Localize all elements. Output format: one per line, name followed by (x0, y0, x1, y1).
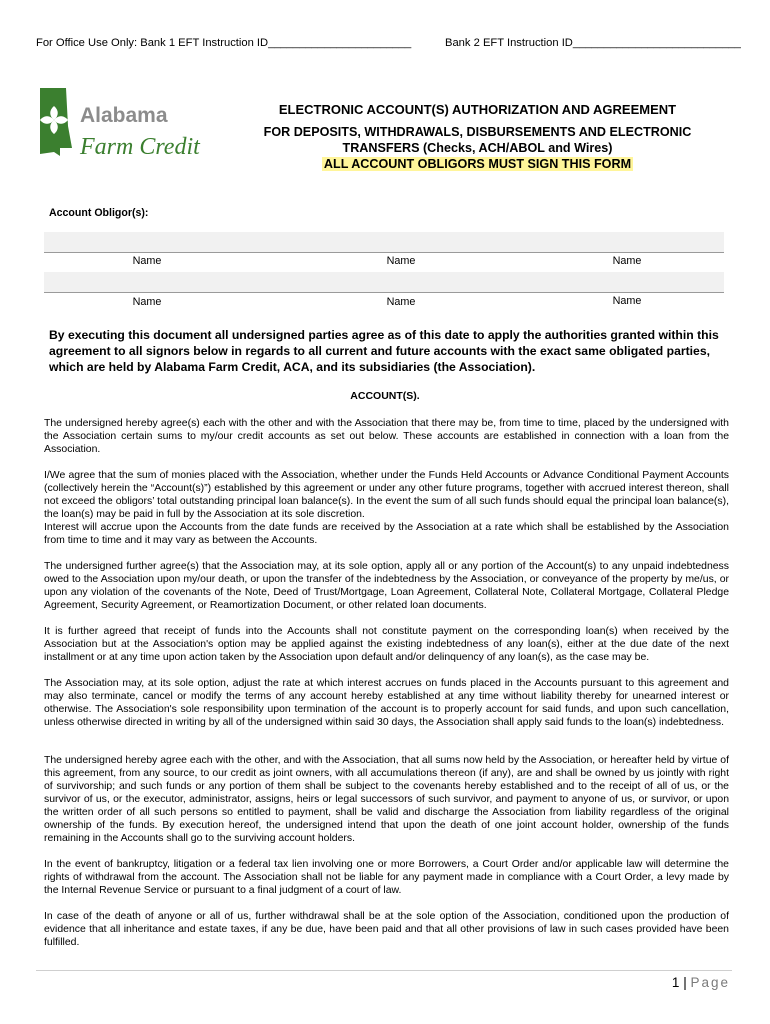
obligor-entry-row-2[interactable] (44, 272, 724, 292)
paragraph-4: The undersigned further agree(s) that the Association may, at its sole option, apply all or any portion of the Account(s) to any unpaid indebtedness owed to the Association upon my/our death, or upon the transfer of the indebtedness by the Association, or conveyance of the property by me/us, or upon any violation of the covenants of the Note, Deed of Trust/Mortgage, Loan Agreement, Collateral Note, Collateral Mortgage, Collateral Pledge Agreement, Security Agreement, or Reamortization Document, or other related loan documents. (44, 561, 729, 611)
name-label: Name (132, 296, 162, 308)
paragraph-3: Interest will accrue upon the Accounts from the date funds are received by the Association at a rate which shall be established by the Association from time to time and it may vary as between the Accounts. (44, 522, 729, 546)
paragraph-7: The undersigned hereby agree each with the other, and with the Association, that all sums now held by the Association, or hereafter held by virtue of this agreement, from any source, to our credit as joint owners, with all accumulations thereon (if any), are and shall be owned by us jointly with right of survivorship; and such funds or any portion of them shall be subject to the covenants hereby established and to the receipt of all of us, or the survivor of us, or the executor, administrator, assigns, heirs or legal successors of such survivor, and payment to anyone of us, or survivor, or upon the written order of all such persons so entitled to payment, shall be valid and discharge the Association from liability regardless of the original ownership of the funds. By execution hereof, the undersigned intend that upon the death of one joint account holder, ownership of the funds remaining in the Accounts shall go to the surviving account holders. (44, 755, 729, 844)
account-obligors-label: Account Obligor(s): (49, 207, 149, 219)
footer-divider (36, 970, 732, 971)
title-line-1: ELECTRONIC ACCOUNT(S) AUTHORIZATION AND AGREEMENT (278, 102, 677, 117)
bank1-eft-field[interactable]: For Office Use Only: Bank 1 EFT Instruction ID_______________________ (36, 37, 412, 49)
paragraph-2: I/We agree that the sum of monies placed with the Association, whether under the Funds Held Accounts or Advance Conditional Payment Accounts (collectively herein the “Account(s)”) established by this agreement or under any other future programs, together with accrued interest thereon, shall not exceed the obligors’ total outstanding principal loan balance(s). In the event the sum of all such funds should equal the principal loan balance(s), the loan(s) may be paid in full by the Association at its sole discretion. (44, 470, 729, 520)
page-number-footer (672, 975, 730, 990)
page-word: Page (690, 975, 730, 990)
paragraph-1: The undersigned hereby agree(s) each with the other and with the Association that there may be, from time to time, placed by the undersigned with the Association certain sums to my/our credit accounts as set out below. These accounts are established in connection with a loan from the Association. (44, 418, 729, 455)
title-line-2: FOR DEPOSITS, WITHDRAWALS, DISBURSEMENTS AND ELECTRONIC (263, 125, 692, 139)
document-title-block (230, 102, 725, 172)
paragraph-8: In the event of bankruptcy, litigation or a federal tax lien involving one or more Borrowers, a Court Order and/or applicable law will determine the rights of withdrawal from the account. The Association shall not be liable for any payment made in compliance with a Court Order, a levy made by the Internal Revenue Service or pursuant to a final judgment of a court of law. (44, 859, 729, 896)
office-use-line (36, 37, 750, 49)
title-line-3: TRANSFERS (Checks, ACH/ABOL and Wires) (342, 141, 613, 155)
bank2-eft-field[interactable]: Bank 2 EFT Instruction ID___________________________ (445, 37, 741, 49)
paragraph-9: In case of the death of anyone or all of us, further withdrawal shall be at the sole option of the Association, conditioned upon the production of evidence that all inheritance and estate taxes, if any be due, have been paid and that all other provisions of law in such cases provided have been fulfilled. (44, 911, 729, 948)
name-label: Name (132, 255, 162, 267)
alabama-farm-credit-logo (36, 86, 204, 164)
paragraph-5: It is further agreed that receipt of funds into the Accounts shall not constitute payment on the corresponding loan(s) when received by the Association but at the Association's option may be applied against the existing indebtedness of any loan(s), either at the due date of the next installment or at any time upon action taken by the Association upon default and/or delinquency of any loan(s), as the case may be. (44, 626, 729, 663)
title-line-4-highlighted: ALL ACCOUNT OBLIGORS MUST SIGN THIS FORM (323, 157, 632, 171)
page-number: 1 (671, 975, 680, 990)
logo-text-alabama: Alabama (80, 104, 168, 127)
name-label: Name (386, 296, 416, 308)
logo-text-farm-credit: Farm Credit (80, 134, 200, 160)
obligor-entry-row-1[interactable] (44, 232, 724, 252)
obligor-line-1 (44, 252, 724, 253)
intro-paragraph: By executing this document all undersigned parties agree as of this date to apply the authorities granted within this agreement to all signors below in regards to all current and future accounts with the exact same obligated parties, which are held by Alabama Farm Credit, ACA, and its subsidiaries (the Association). (49, 328, 719, 374)
name-label: Name (612, 255, 642, 267)
name-label: Name (386, 255, 416, 267)
obligor-line-2 (44, 292, 724, 293)
accounts-heading: ACCOUNT(S). (350, 390, 420, 402)
name-label: Name (612, 295, 642, 307)
paragraph-6: The Association may, at its sole option, adjust the rate at which interest accrues on funds placed in the Accounts pursuant to this agreement and may also terminate, cancel or modify the terms of any account hereby established at any time without liability thereby for unearned interest or otherwise. The Association's sole responsibility upon termination of the account is to properly account for said funds, and upon such cancellation, unless otherwise directed in writing by all of the undersigned within said 30 days, the Association shall apply said funds to the loan(s) indebtedness. (44, 678, 729, 728)
page-separator: | (683, 975, 687, 990)
